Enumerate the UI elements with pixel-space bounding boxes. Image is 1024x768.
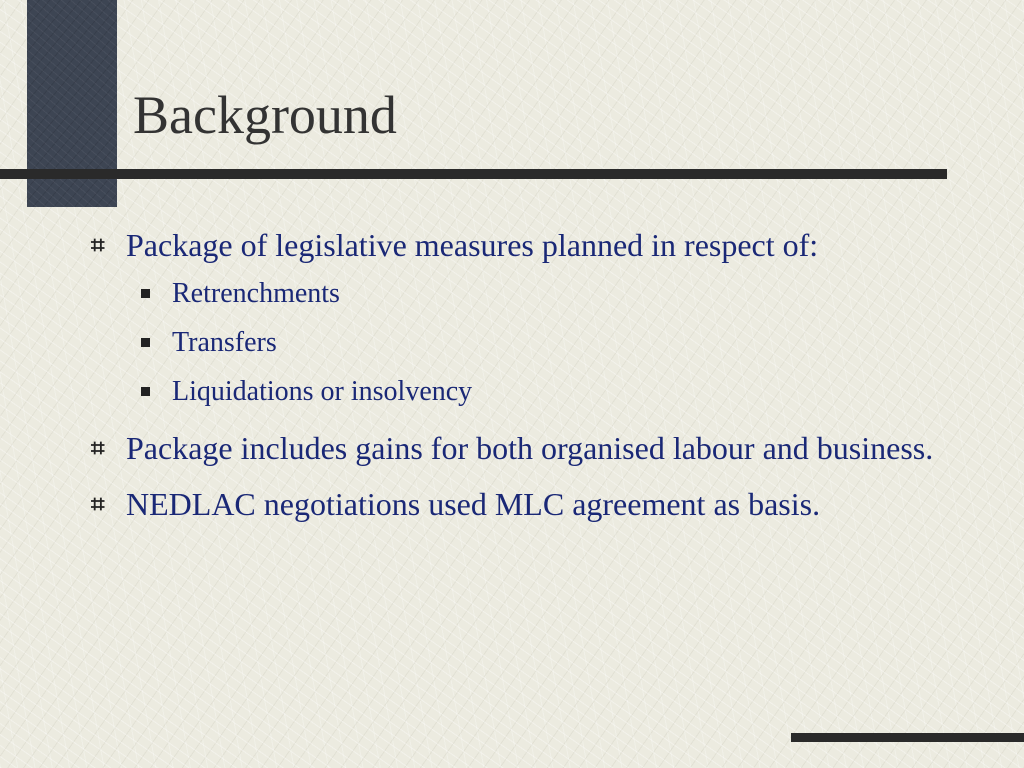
bullet-text: NEDLAC negotiations used MLC agreement as basis.: [126, 486, 821, 522]
sub-bullet-item: [141, 318, 955, 367]
bullet-text: Package of legislative measures planned in respect of:: [126, 227, 819, 263]
sub-bullet-text: Liquidations or insolvency: [172, 376, 473, 407]
square-bullet-icon: [141, 387, 150, 396]
sub-bullet-item: [141, 269, 955, 318]
title-divider: [0, 169, 947, 179]
sub-bullet-item: [141, 367, 955, 416]
bullet-item: [85, 480, 955, 528]
footer-divider: [791, 733, 1024, 742]
bullet-list: [85, 221, 955, 536]
sub-bullet-list: [126, 269, 955, 416]
square-bullet-icon: [141, 289, 150, 298]
sub-bullet-text: Retrenchments: [172, 278, 340, 309]
hash-bullet-icon: ⌗: [91, 231, 105, 259]
bullet-item: [85, 221, 955, 416]
slide-title: Background: [133, 85, 397, 145]
bullet-item: [85, 424, 955, 472]
square-bullet-icon: [141, 338, 150, 347]
sub-bullet-text: Transfers: [172, 327, 277, 358]
hash-bullet-icon: ⌗: [91, 490, 105, 518]
hash-bullet-icon: ⌗: [91, 434, 105, 462]
bullet-text: Package includes gains for both organised labour and business.: [126, 430, 934, 466]
